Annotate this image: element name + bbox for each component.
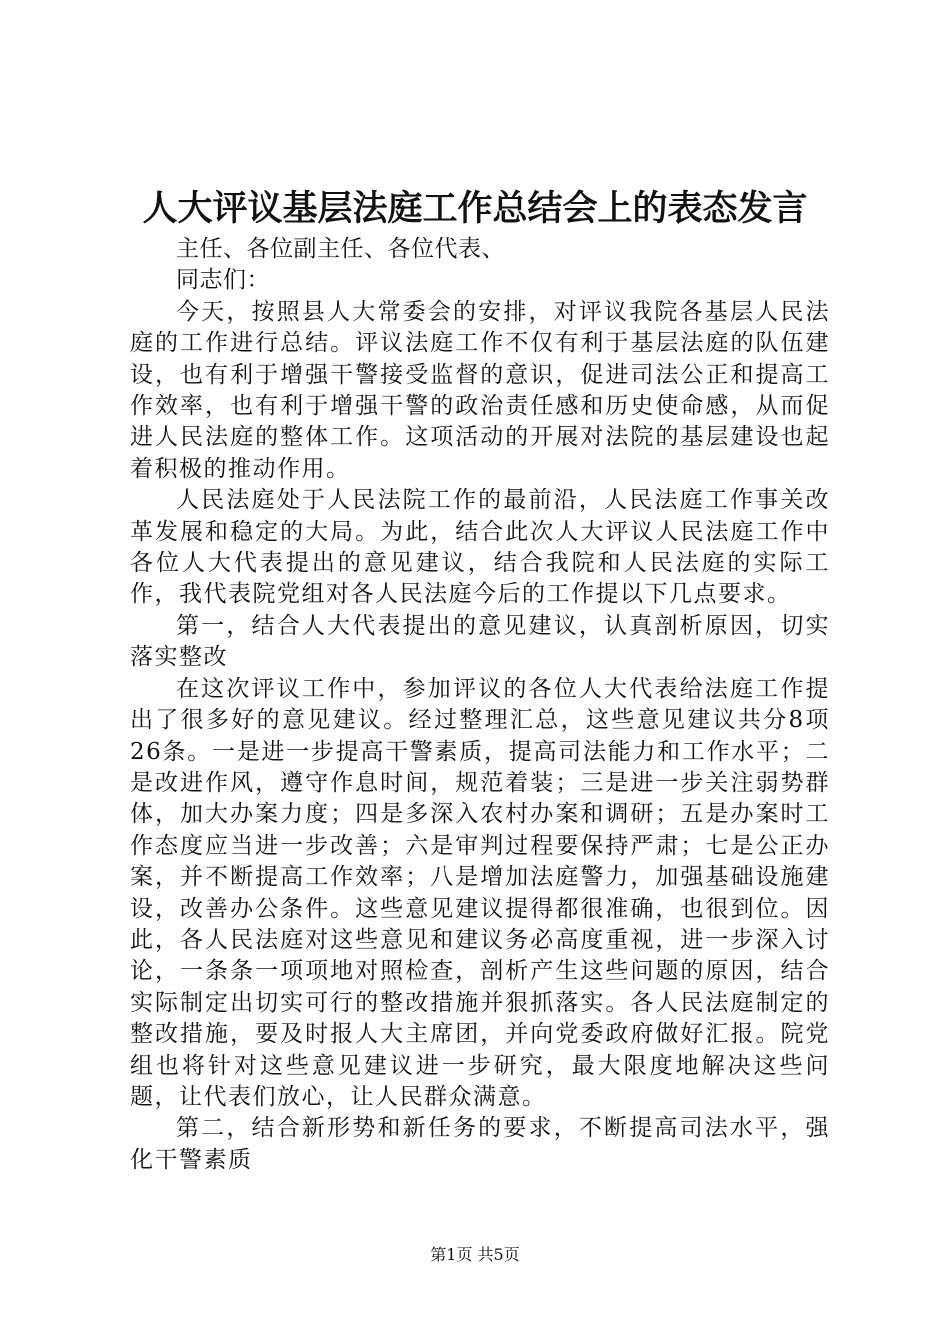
section-heading-1: 第一，结合人大代表提出的意见建议，认真剖析原因，切实落实整改 bbox=[130, 612, 830, 671]
salutation-line-2: 同志们： bbox=[176, 267, 270, 294]
salutation-line-1: 主任、各位副主任、各位代表、 bbox=[176, 236, 505, 262]
document-body bbox=[130, 234, 830, 1176]
paragraph-section-1: 在这次评议工作中，参加评议的各位人大代表给法庭工作提出了很多好的意见建议。经过整理汇总，这些意见建议共分8项26条。一是进一步提高干警素质，提高司法能力和工作水平；二是改进作风，遵守作息时间，规范着装；三是进一步关注弱势群体，加大办案力度；四是多深入农村办案和调研；五是办案时工作态度应当进一步改善；六是审判过程要保持严肃；七是公正办案，并不断提高工作效率；八是增加法庭警力，加强基础设施建设，改善办公条件。这些意见建议提得都很准确，也很到位。因此，各人民法庭对这些意见和建议务必高度重视，进一步深入讨论，一条条一项项地对照检查，剖析产生这些问题的原因，结合实际制定出切实可行的整改措施并狠抓落实。各人民法庭制定的整改措施，要及时报人大主席团，并向党委政府做好汇报。院党组也将针对这些意见建议进一步研究，最大限度地解决这些问题，让代表们放心，让人民群众满意。 bbox=[130, 675, 830, 1110]
page-number-footer: 第1页 共5页 bbox=[430, 1245, 520, 1264]
document-title: 人大评议基层法庭工作总结会上的表态发言 bbox=[142, 188, 808, 229]
paragraph-intro: 今天，按照县人大常委会的安排，对评议我院各基层人民法庭的工作进行总结。评议法庭工作不仅有利于基层法庭的队伍建设，也有利于增强干警接受监督的意识，促进司法公正和提高工作效率，也有利于增强干警的政治责任感和历史使命感，从而促进人民法庭的整体工作。这项活动的开展对法院的基层建设也起着积极的推动作用。 bbox=[130, 298, 830, 482]
paragraph-background: 人民法庭处于人民法院工作的最前沿，人民法庭工作事关改革发展和稳定的大局。为此，结合此次人大评议人民法庭工作中各位人大代表提出的意见建议，结合我院和人民法庭的实际工作，我代表院党组对各人民法庭今后的工作提以下几点要求。 bbox=[130, 487, 830, 608]
section-heading-2: 第二，结合新形势和新任务的要求，不断提高司法水平，强化干警素质 bbox=[130, 1115, 830, 1173]
